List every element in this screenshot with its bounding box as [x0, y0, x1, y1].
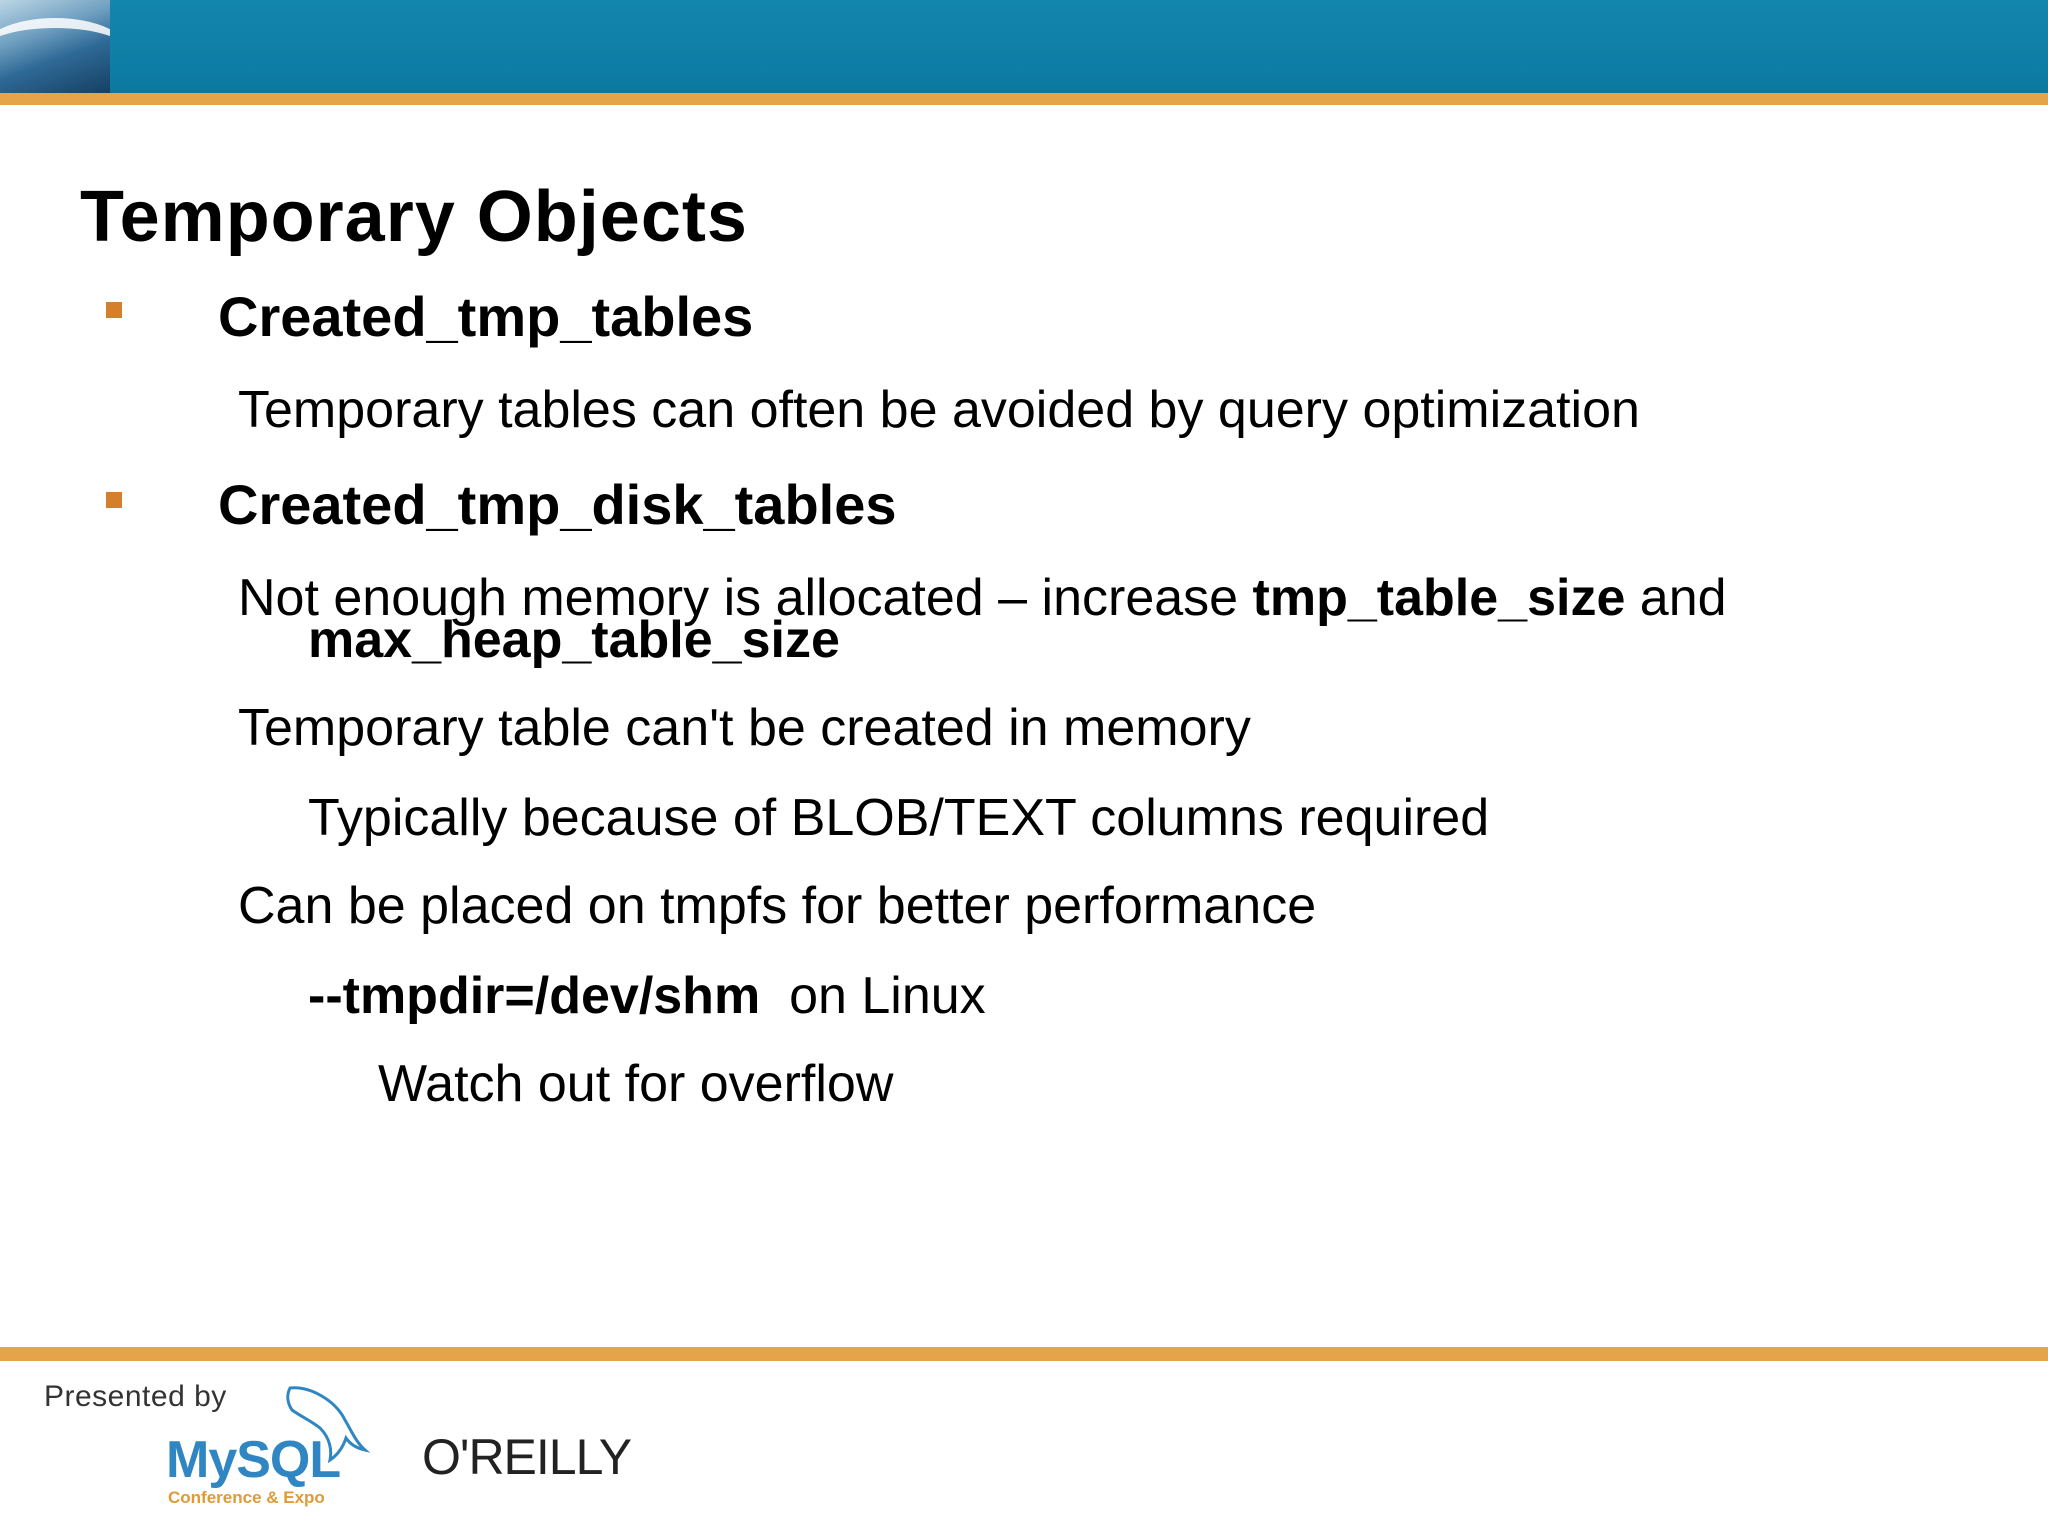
wave-image — [0, 0, 110, 93]
mysql-logo: MySQL — [166, 1431, 341, 1489]
bullet-icon — [106, 302, 122, 318]
item1-heading: Created_tmp_tables — [218, 285, 754, 348]
item2-heading: Created_tmp_disk_tables — [218, 473, 897, 536]
tmpdir-option: --tmpdir=/dev/shm — [308, 967, 761, 1025]
header-band — [0, 0, 2048, 93]
item2-line6: Watch out for overflow — [378, 1055, 894, 1113]
slide-title: Temporary Objects — [80, 177, 748, 257]
item2-line4: Can be placed on tmpfs for better performance — [238, 877, 1317, 935]
item1-line: Temporary tables can often be avoided by query optimization — [238, 381, 1640, 439]
item2-line5-post: on Linux — [760, 967, 986, 1025]
footer-divider — [0, 1347, 2048, 1361]
mysql-conference-label: Conference & Expo — [168, 1488, 325, 1507]
header-divider — [0, 93, 2048, 105]
item2-line2: Temporary table can't be created in memory — [238, 699, 1251, 757]
item2-line3: Typically because of BLOB/TEXT columns required — [308, 789, 1490, 847]
item2-line5 — [308, 966, 986, 1026]
item2-line1-post: and — [1625, 569, 1727, 627]
oreilly-logo: O'REILLY — [422, 1429, 632, 1485]
presented-by-label: Presented by — [44, 1380, 227, 1413]
item2-line1-pre: Not enough memory is allocated – increase — [238, 569, 1253, 627]
tmp-table-size: tmp_table_size — [1252, 569, 1626, 627]
max-heap-table-size: max_heap_table_size — [308, 611, 840, 669]
bullet-icon — [106, 492, 122, 508]
